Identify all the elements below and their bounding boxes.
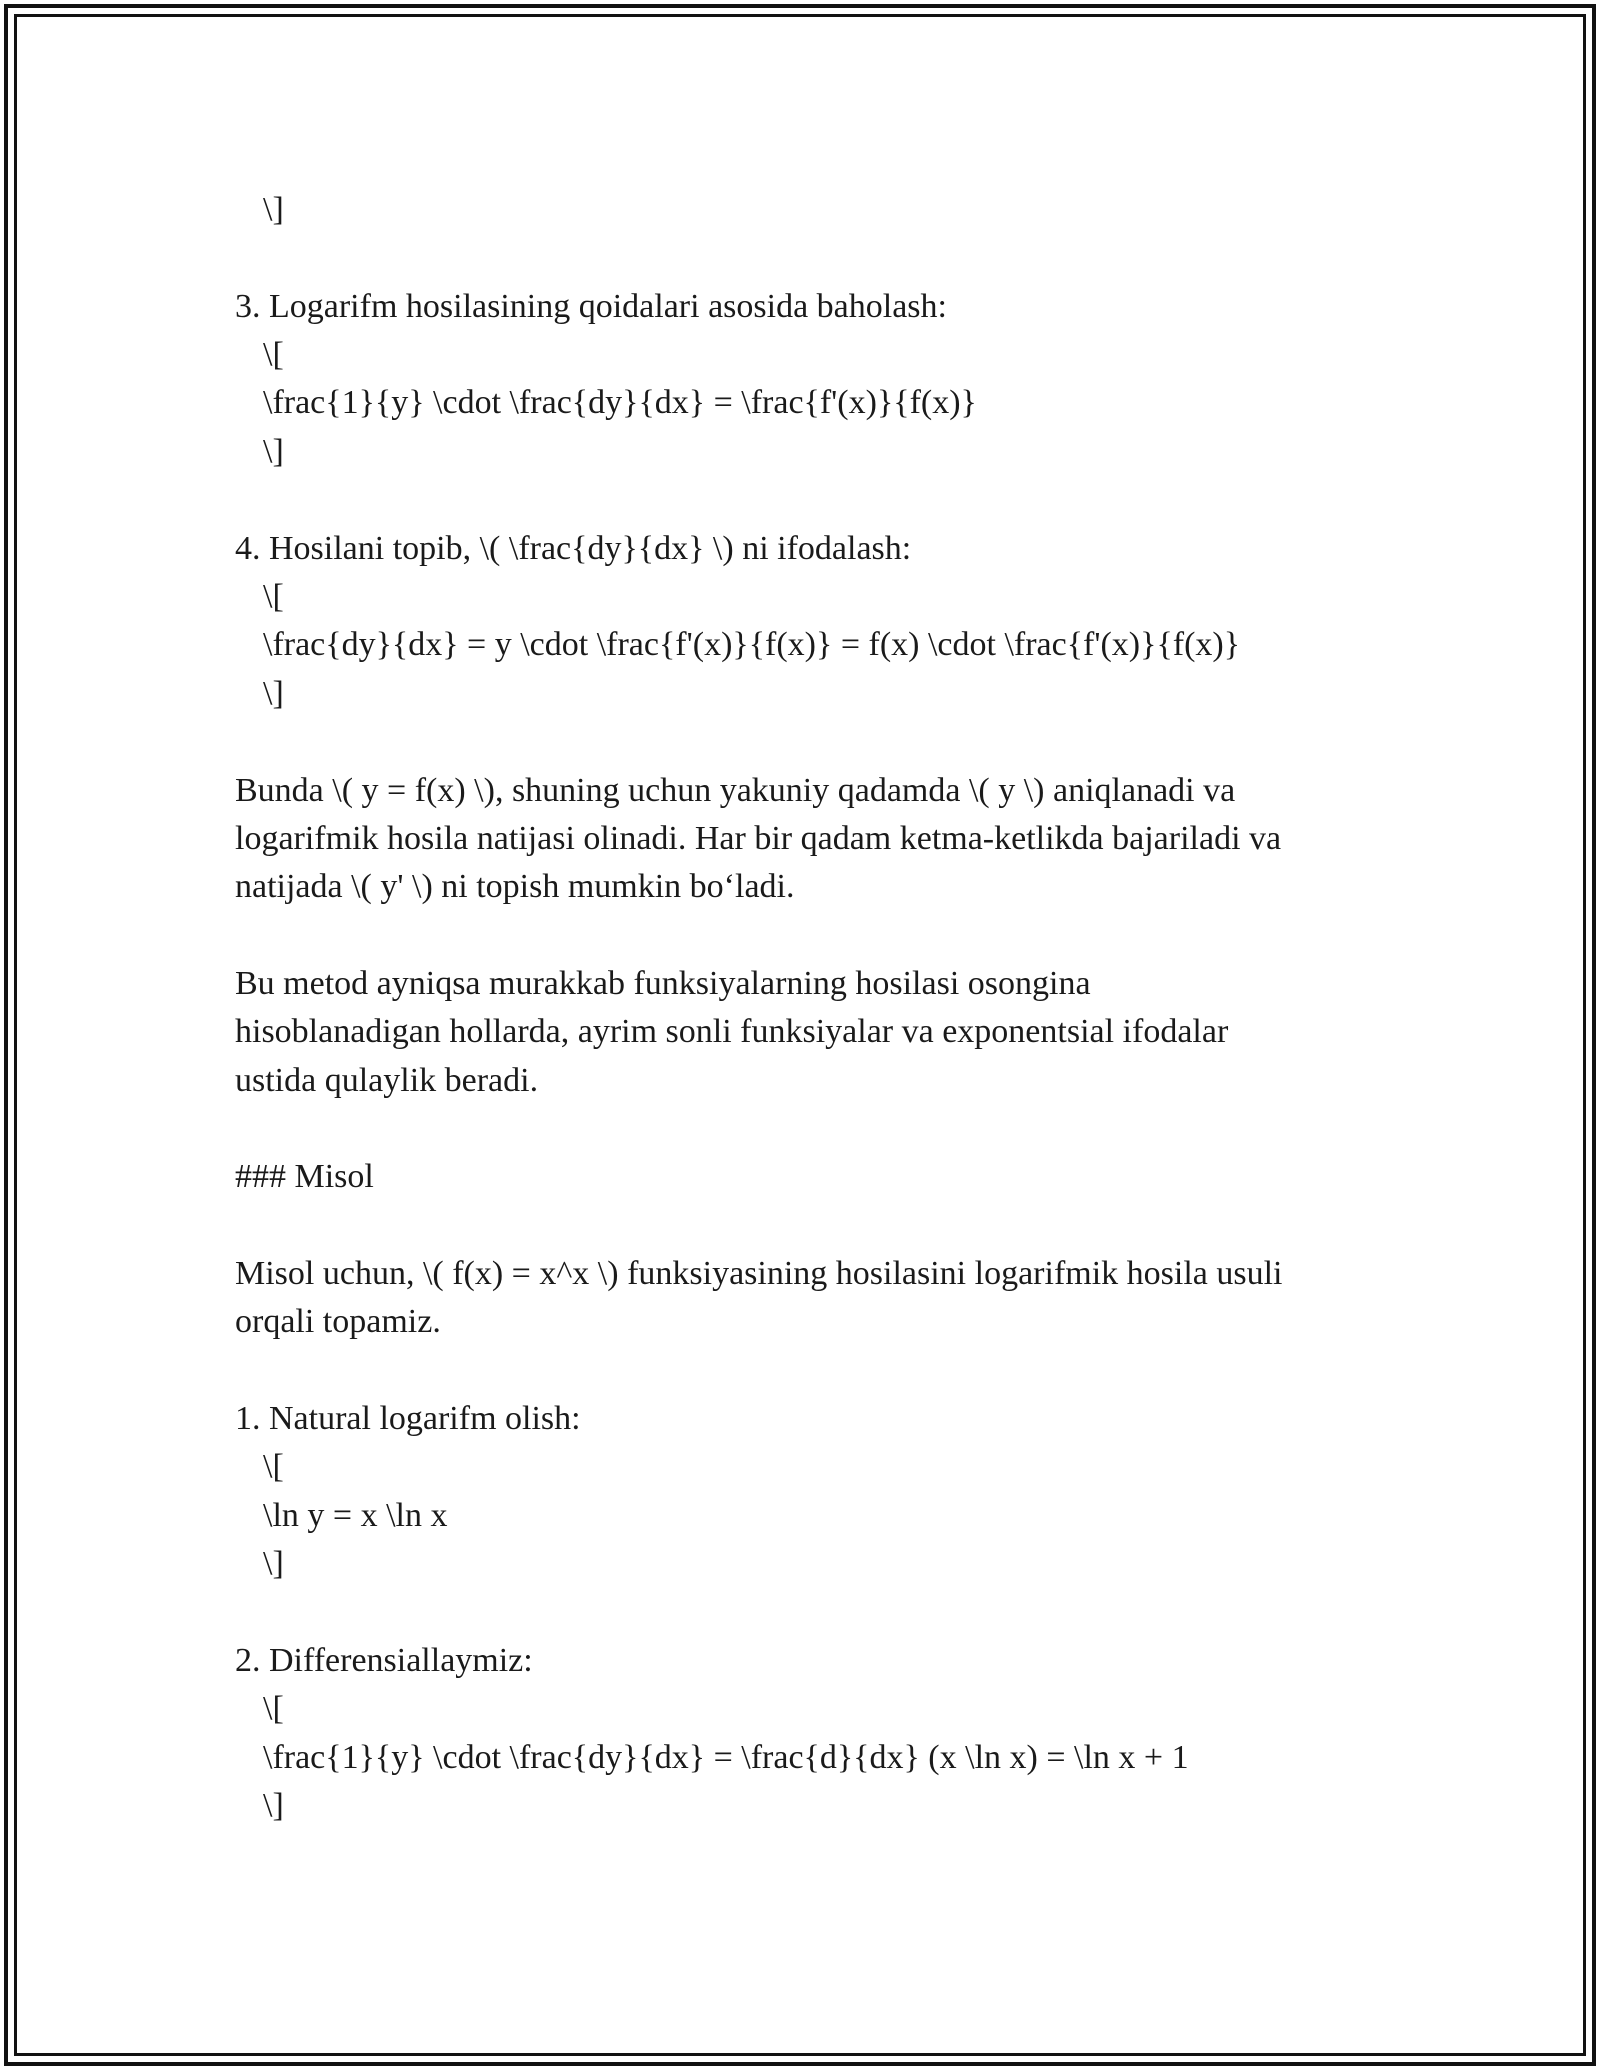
example-step-1-heading: 1. Natural logarifm olish:	[235, 1400, 581, 1437]
math-close-bracket: \]	[263, 433, 284, 470]
math-close-bracket: \]	[263, 191, 284, 228]
paragraph-line: Misol uchun, \( f(x) = x^x \) funksiyasining hosilasini logarifmik hosila usuli	[235, 1255, 1283, 1292]
math-open-bracket: \[	[263, 578, 284, 615]
step-4-heading: 4. Hosilani topib, \( \frac{dy}{dx} \) ni ifodalash:	[235, 530, 912, 567]
example-step-2-heading: 2. Differensiallaymiz:	[235, 1642, 533, 1679]
paragraph-line: hisoblanadigan hollarda, ayrim sonli funksiyalar va exponentsial ifodalar	[235, 1013, 1229, 1050]
section-heading-misol: ### Misol	[235, 1158, 374, 1195]
step-3-formula: \frac{1}{y} \cdot \frac{dy}{dx} = \frac{f'(x)}{f(x)}	[263, 384, 977, 421]
math-open-bracket: \[	[263, 336, 284, 373]
step-4-formula: \frac{dy}{dx} = y \cdot \frac{f'(x)}{f(x)} = f(x) \cdot \frac{f'(x)}{f(x)}	[263, 626, 1241, 663]
paragraph-line: Bu metod ayniqsa murakkab funksiyalarning hosilasi osongina	[235, 965, 1091, 1002]
paragraph-line: Bunda \( y = f(x) \), shuning uchun yakuniy qadamda \( y \) aniqlanadi va	[235, 772, 1236, 809]
paragraph-line: logarifmik hosila natijasi olinadi. Har bir qadam ketma-ketlikda bajariladi va	[235, 820, 1282, 857]
paragraph-line: ustida qulaylik beradi.	[235, 1062, 539, 1099]
math-open-bracket: \[	[263, 1690, 284, 1727]
math-close-bracket: \]	[263, 675, 284, 712]
example-step-2-formula: \frac{1}{y} \cdot \frac{dy}{dx} = \frac{d}{dx} (x \ln x) = \ln x + 1	[263, 1739, 1189, 1776]
math-close-bracket: \]	[263, 1545, 284, 1582]
step-3-heading: 3. Logarifm hosilasining qoidalari asosida baholash:	[235, 288, 947, 325]
paragraph-line: orqali topamiz.	[235, 1303, 441, 1340]
paragraph-line: natijada \( y' \) ni topish mumkin bo‘ladi.	[235, 868, 795, 905]
math-open-bracket: \[	[263, 1448, 284, 1485]
example-step-1-formula: \ln y = x \ln x	[263, 1497, 448, 1534]
math-close-bracket: \]	[263, 1787, 284, 1824]
